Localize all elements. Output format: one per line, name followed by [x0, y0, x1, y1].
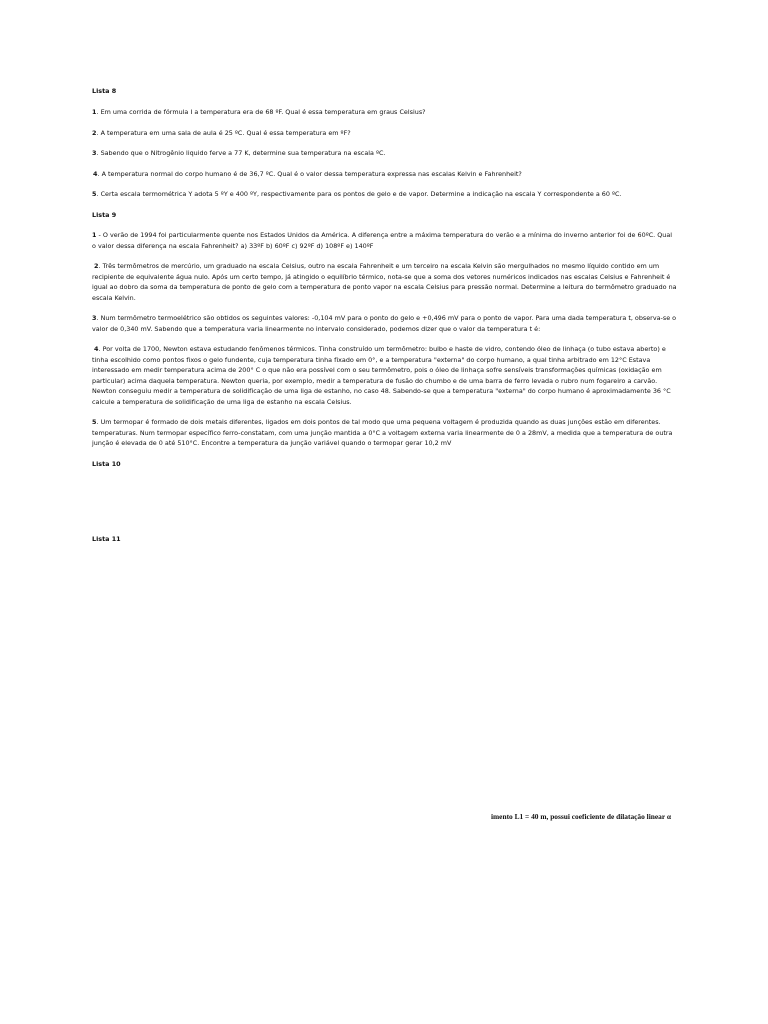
- item-number: 2: [92, 128, 97, 137]
- lista-9-item-4: 4. Por volta de 1700, Newton estava estudando fenômenos térmicos. Tinha construído um termômetro: bulbo e haste de vidro, contendo óleo de linhaça (o tubo estava aberto) e tinha escolhido como pontos fixos o gelo fundente, cuja temperatura tinha fixado em 0°, e a temperatura "externa" do corpo humano, a qual tinha arbitrado em 12°C Estava interessado em medir temperatura acima de 200° C o que não era possível com o seu termômetro, pois o óleo de linhaça sofre sensíveis transformações químicas (oxidação em particular) acima daquela temperatura. Newton queria, por exemplo, medir a temperatura de fusão do chumbo e de uma barra de ferro levada o rubro num fogareiro a carvão. Newton conseguiu medir a temperatura de solidificação de uma liga de estanho, no caso 48. Sabendo-se que a temperatura "externa" do corpo humano é aproximadamente 36 °C calcule a temperatura de solidificação de uma liga de estanho na escala Celsius.: [92, 345, 671, 406]
- cropped-text-fragment: imento L1 = 40 m, possui coeficiente de dilatação linear α: [490, 812, 671, 821]
- item-text: A temperatura normal do corpo humano é de 36,7 ºC. Qual é o valor dessa temperatura expressa nas escalas Kelvin e Fahrenheit?: [101, 169, 522, 178]
- lista-9-item-5: 5. Um termopar é formado de dois metais diferentes, ligados em dois pontos de tal modo que uma pequena voltagem é produzida quando as duas junções estão em diferentes. temperaturas. Num termopar específico ferro-constatam, com uma junção mantida a 0°C a voltagem externa varia linearmente de 0 a 28mV, a medida que a temperatura de outra junção é elevada de 0 até 510°C. Encontre a temperatura da junção variável quando o termopar gerar 10,2 mV: [92, 418, 673, 447]
- item-number: 4: [93, 169, 98, 178]
- item-number: 3: [92, 149, 97, 157]
- lista-8-item-5: 5. Certa escala termométrica Y adota 5 ºY e 400 ºY, respectivamente para os pontos de gelo e de vapor. Determine a indicação na escala Y correspondente a 60 ºC.: [92, 190, 622, 198]
- item-text: Em uma corrida de fórmula I a temperatura era de 68 ºF. Qual é essa temperatura em graus Celsius?: [100, 108, 426, 116]
- item-number: 4: [94, 345, 99, 353]
- item-number: 3: [92, 314, 97, 322]
- item-number: 5: [92, 190, 97, 198]
- lista-9-item-3: 3. Num termômetro termoelétrico são obtidos os seguintes valores: -0,104 mV para o ponto do gelo e +0,496 mV para o ponto de vapor. Para uma dada temperatura t, observa-se o valor de 0,340 mV. Sabendo que a temperatura varia linearmente no intervalo considerado, podemos dizer que o valor da temperatura t é:: [92, 314, 677, 333]
- lista-9-item-1: 1 - O verão de 1994 foi particularmente quente nos Estados Unidos da América. A diferença entre a máxima temperatura do verão e a mínima do inverno anterior foi de 60ºC. Qual o valor dessa diferença na escala Fahrenheit? a) 33ºF b) 60ºF c) 92ºF d) 108ºF e) 140ºF: [92, 231, 673, 250]
- item-text: Por volta de 1700, Newton estava estudando fenômenos térmicos. Tinha construído um termômetro: bulbo e haste de vidro, contendo óleo de linhaça (o tubo estava aberto) e tinha escolhido como pontos fixos o gelo fundente, cuja temperatura tinha fixado em 0°, e a temperatura "externa" do corpo humano, a qual tinha arbitrado em 12°C Estava interessado em medir temperatura acima de 200° C o que não era possível com o seu termômetro, pois o óleo de linhaça sofre sensíveis transformações químicas (oxidação em particular) acima daquela temperatura. Newton queria, por exemplo, medir a temperatura de fusão do chumbo e de uma barra de ferro levada o rubro num fogareiro a carvão. Newton conseguiu medir a temperatura de solidificação de uma liga de estanho, no caso 48. Sabendo-se que a temperatura "externa" do corpo humano é aproximadamente 36 °C calcule a temperatura de solidificação de uma liga de estanho na escala Celsius.: [92, 345, 671, 406]
- item-text: Um termopar é formado de dois metais diferentes, ligados em dois pontos de tal modo que uma pequena voltagem é produzida quando as duas junções estão em diferentes. temperaturas. Num termopar específico ferro-constatam, com uma junção mantida a 0°C a voltagem externa varia linearmente de 0 a 28mV, a medida que a temperatura de outra junção é elevada de 0 até 510°C. Encontre a temperatura da junção variável quando o termopar gerar 10,2 mV: [92, 418, 673, 447]
- lista-8-item-2: 2. A temperatura em uma sala de aula é 25 ºC. Qual é essa temperatura em ºF?: [92, 128, 351, 137]
- lista-8-heading: Lista 8: [92, 87, 117, 95]
- item-text: Num termômetro termoelétrico são obtidos os seguintes valores: -0,104 mV para o ponto do gelo e +0,496 mV para o ponto de vapor. Para uma dada temperatura t, observa-se o valor de 0,340 mV. Sabendo que a temperatura varia linearmente no intervalo considerado, podemos dizer que o valor da temperatura t é:: [92, 314, 677, 333]
- item-number: 2: [94, 262, 99, 270]
- document-body: [92, 86, 678, 545]
- lista-9-heading: Lista 9: [92, 210, 117, 219]
- lista-8-item-3: 3. Sabendo que o Nitrogênio liquido ferve a 77 K, determine sua temperatura na escala ºC.: [92, 149, 386, 157]
- item-number: 1: [92, 231, 97, 239]
- item-number: 1: [92, 108, 97, 116]
- lista-8-item-4: 4. A temperatura normal do corpo humano é de 36,7 ºC. Qual é o valor dessa temperatura expressa nas escalas Kelvin e Fahrenheit?: [93, 169, 522, 178]
- lista-9-item-2: 2. Três termômetros de mercúrio, um graduado na escala Celsius, outro na escala Fahrenheit e um terceiro na escala Kelvin são mergulhados no mesmo líquido contido em um recipiente de equivalente água nulo. Após um certo tempo, já atingido o equilíbrio térmico, nota-se que a soma dos vetores numéricos indicados nas escalas Celsius e Fahrenheit é igual ao dobro da soma da temperatura de ponto de gelo com a temperatura de ponto vapor na escala Celsius para pressão normal. Determine a leitura do termômetro graduado na escala Kelvin.: [92, 262, 677, 302]
- item-text: O verão de 1994 foi particularmente quente nos Estados Unidos da América. A diferença entre a máxima temperatura do verão e a mínima do inverno anterior foi de 60ºC. Qual o valor dessa diferença na escala Fahrenheit? a) 33ºF b) 60ºF c) 92ºF d) 108ºF e) 140ºF: [92, 231, 673, 250]
- lista-10-heading: Lista 10: [92, 459, 121, 468]
- item-text: Certa escala termométrica Y adota 5 ºY e 400 ºY, respectivamente para os pontos de gelo e de vapor. Determine a indicação na escala Y correspondente a 60 ºC.: [100, 190, 622, 198]
- item-text: Sabendo que o Nitrogênio liquido ferve a 77 K, determine sua temperatura na escala ºC.: [100, 149, 386, 157]
- item-text: Três termômetros de mercúrio, um graduado na escala Celsius, outro na escala Fahrenheit e um terceiro na escala Kelvin são mergulhados no mesmo líquido contido em um recipiente de equivalente água nulo. Após um certo tempo, já atingido o equilíbrio térmico, nota-se que a soma dos vetores numéricos indicados nas escalas Celsius e Fahrenheit é igual ao dobro da soma da temperatura de ponto de gelo com a temperatura de ponto vapor na escala Celsius para pressão normal. Determine a leitura do termômetro graduado na escala Kelvin.: [92, 262, 677, 302]
- item-number: 5: [92, 418, 97, 426]
- lista-8-item-1: 1. Em uma corrida de fórmula I a temperatura era de 68 ºF. Qual é essa temperatura em graus Celsius?: [92, 108, 426, 116]
- item-text: A temperatura em uma sala de aula é 25 ºC. Qual é essa temperatura em ºF?: [100, 128, 351, 137]
- lista-11-heading: Lista 11: [92, 535, 121, 543]
